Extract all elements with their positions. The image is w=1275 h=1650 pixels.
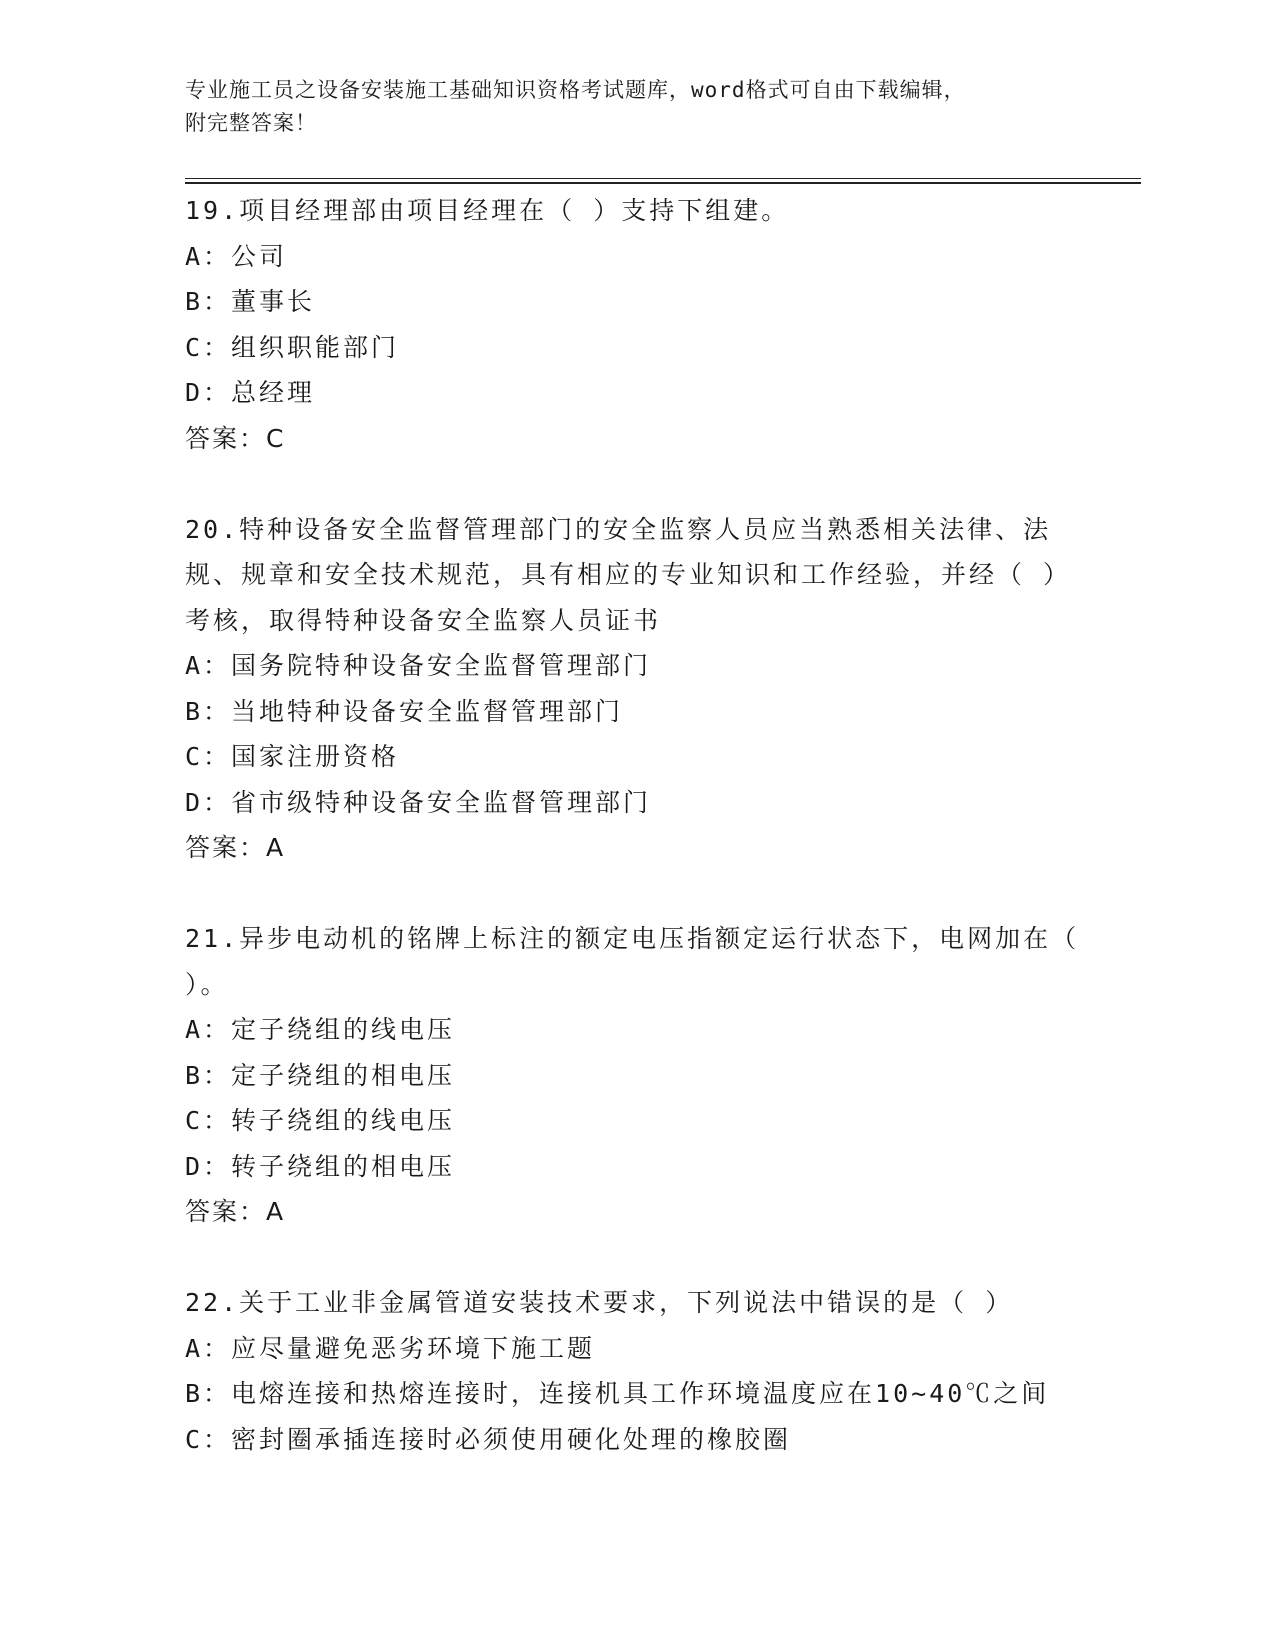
- option-c: C：国家注册资格: [185, 742, 400, 771]
- option-c: C：组织职能部门: [185, 332, 400, 362]
- question-text: 20.特种设备安全监督管理部门的安全监察人员应当熟悉相关法律、法规、规章和安全技术规范，具有相应的专业知识和工作经验，并经（ ）考核，取得特种设备安全监察人员证书: [185, 514, 1072, 635]
- question-text: 19.项目经理部由项目经理在（ ）支持下组建。: [185, 196, 790, 225]
- question-22: [185, 1280, 1085, 1462]
- option-d: D：省市级特种设备安全监督管理部门: [185, 787, 652, 817]
- answer: 答案：A: [185, 1197, 286, 1226]
- question-text: 21.异步电动机的铭牌上标注的额定电压指额定运行状态下，电网加在（ ）。: [185, 924, 1080, 999]
- option-a: A：公司: [185, 241, 288, 271]
- option-d: D：转子绕组的相电压: [185, 1151, 456, 1181]
- option-d: D：总经理: [185, 378, 316, 407]
- document-header: [185, 74, 1065, 140]
- option-b: B：当地特种设备安全监督管理部门: [185, 696, 624, 726]
- answer: 答案：C: [185, 423, 286, 453]
- option-b: B：董事长: [185, 287, 316, 316]
- option-a: A：定子绕组的线电压: [185, 1015, 456, 1044]
- option-a: A：应尽量避免恶劣环境下施工题: [185, 1333, 596, 1363]
- option-c: C：转子绕组的线电压: [185, 1106, 456, 1135]
- header-line-2: 附完整答案！: [185, 111, 317, 135]
- question-text: 22.关于工业非金属管道安装技术要求，下列说法中错误的是（ ）: [185, 1288, 1014, 1317]
- question-21: [185, 916, 1085, 1235]
- header-divider: [185, 178, 1141, 184]
- question-20: [185, 507, 1085, 871]
- question-19: [185, 188, 1085, 461]
- answer: 答案：A: [185, 833, 286, 862]
- question-list: [185, 188, 1085, 1508]
- option-b: B：电熔连接和热熔连接时，连接机具工作环境温度应在10~40℃之间: [185, 1379, 1050, 1408]
- option-b: B：定子绕组的相电压: [185, 1060, 456, 1090]
- header-line-1: 专业施工员之设备安装施工基础知识资格考试题库，word格式可自由下载编辑，: [185, 78, 966, 102]
- option-c: C：密封圈承插连接时必须使用硬化处理的橡胶圈: [185, 1424, 792, 1454]
- option-a: A：国务院特种设备安全监督管理部门: [185, 651, 652, 680]
